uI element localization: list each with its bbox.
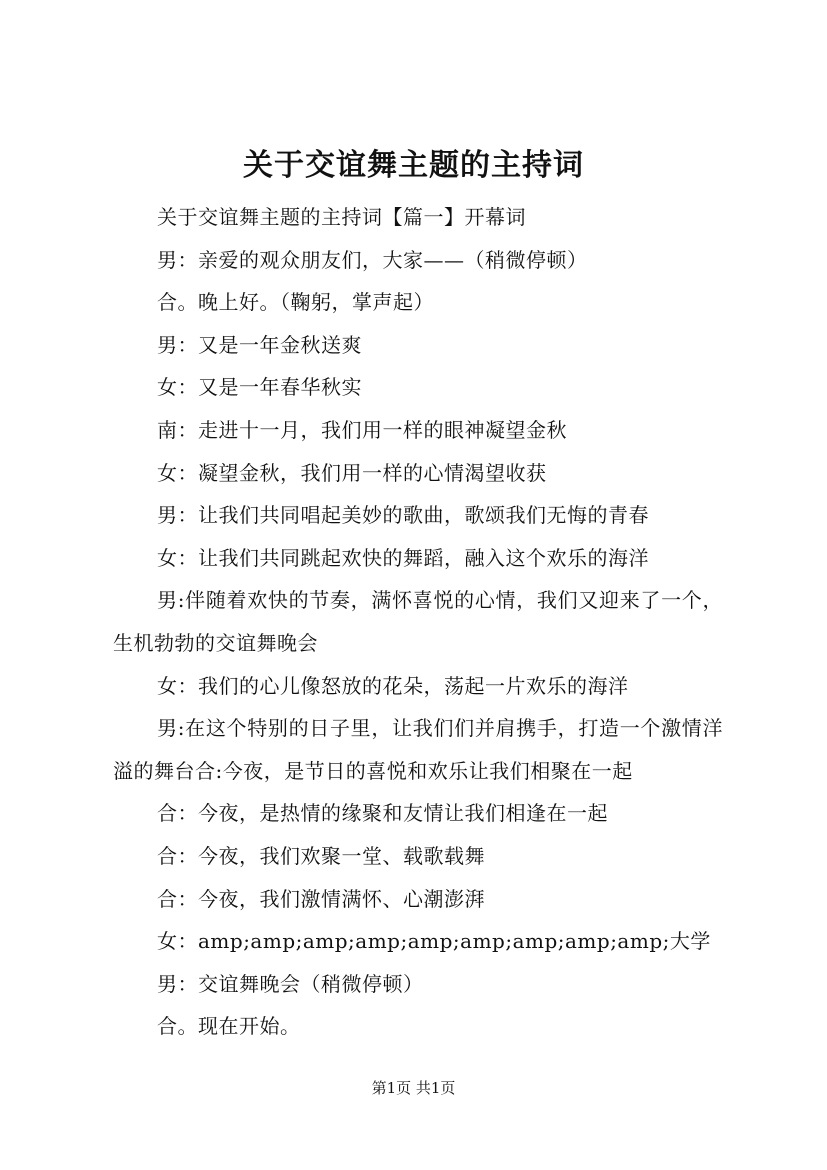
paragraph-line: 合：今夜，我们欢聚一堂、载歌载舞 bbox=[157, 843, 485, 868]
document-title: 关于交谊舞主题的主持词 bbox=[243, 148, 584, 183]
paragraph-line: 男：又是一年金秋送爽 bbox=[157, 332, 362, 357]
paragraph-line: 女：凝望金秋，我们用一样的心情渴望收获 bbox=[157, 460, 547, 485]
paragraph-line: 合。现在开始。 bbox=[157, 1014, 301, 1039]
paragraph-line: 男：让我们共同唱起美妙的歌曲，歌颂我们无悔的青春 bbox=[157, 503, 649, 528]
paragraph-line: 女：又是一年春华秋实 bbox=[157, 375, 362, 400]
paragraph-line: 男：交谊舞晚会（稍微停顿） bbox=[157, 971, 424, 996]
paragraph-heading: 关于交谊舞主题的主持词【篇一】开幕词 bbox=[157, 205, 526, 229]
paragraph-line: 男:伴随着欢快的节奏，满怀喜悦的心情，我们又迎来了一个，生机勃勃的交谊舞晚会 bbox=[113, 588, 723, 655]
paragraph-line: 合。晚上好。（鞠躬，掌声起） bbox=[157, 290, 434, 315]
document-body bbox=[113, 196, 723, 1048]
page-footer: 第1页 共1页 bbox=[371, 1079, 456, 1097]
paragraph-line: 女：让我们共同跳起欢快的舞蹈，融入这个欢乐的海洋 bbox=[157, 545, 649, 570]
paragraph-line: 合：今夜，我们激情满怀、心潮澎湃 bbox=[157, 886, 485, 911]
paragraph-line: 合：今夜，是热情的缘聚和友情让我们相逢在一起 bbox=[157, 801, 608, 826]
paragraph-line: 女：amp;amp;amp;amp;amp;amp;amp;amp;amp;大学 bbox=[157, 929, 711, 954]
paragraph-line: 男:在这个特别的日子里，让我们们并肩携手，打造一个激情洋溢的舞台合:今夜，是节日的喜悦和欢乐让我们相聚在一起 bbox=[113, 716, 723, 783]
paragraph-line: 女：我们的心儿像怒放的花朵，荡起一片欢乐的海洋 bbox=[157, 673, 629, 698]
paragraph-line: 男：亲爱的观众朋友们，大家——（稍微停顿） bbox=[157, 247, 588, 272]
paragraph-line: 南：走进十一月，我们用一样的眼神凝望金秋 bbox=[157, 417, 567, 442]
